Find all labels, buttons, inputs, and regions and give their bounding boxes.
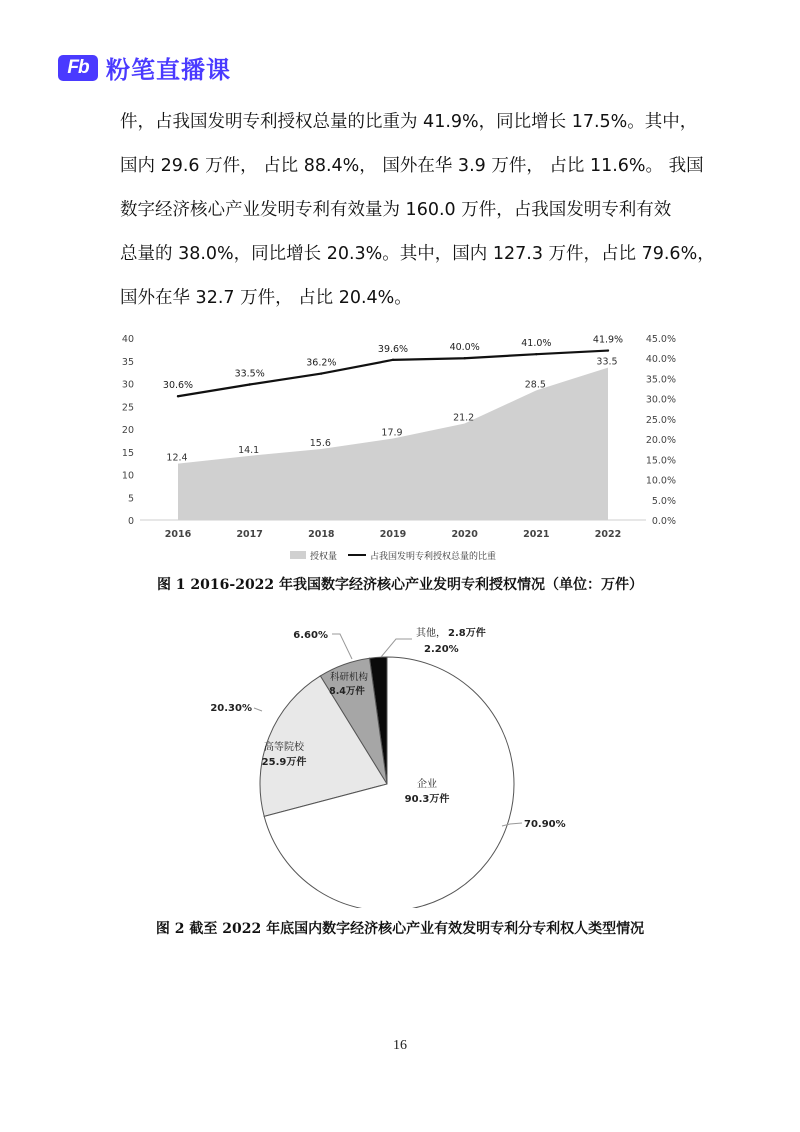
slice-value-label: 90.3万件 bbox=[404, 794, 450, 805]
slice-name-label: 科研机构 bbox=[329, 672, 369, 683]
body-paragraph bbox=[120, 100, 715, 320]
left-axis-tick: 35 bbox=[121, 356, 134, 368]
legend-area-swatch bbox=[290, 551, 306, 559]
left-axis-tick: 0 bbox=[127, 516, 134, 527]
left-axis-tick: 25 bbox=[121, 402, 134, 414]
left-axis-tick: 30 bbox=[121, 379, 134, 391]
area-data-label: 14.1 bbox=[238, 444, 260, 456]
line-point bbox=[177, 395, 179, 397]
left-axis-tick: 15 bbox=[121, 447, 134, 459]
slice-percent-label: 2.20% bbox=[424, 644, 459, 655]
right-axis-tick: 25.0% bbox=[645, 414, 676, 426]
page-number: 16 bbox=[393, 1038, 407, 1053]
x-axis-tick: 2022 bbox=[594, 529, 622, 540]
x-axis-tick: 2017 bbox=[236, 529, 263, 540]
leader-line bbox=[381, 639, 412, 657]
text-line: 件，占我国发明专利授权总量的比重为 41.9%，同比增长 17.5%。其中， bbox=[120, 112, 698, 132]
right-axis-tick: 15.0% bbox=[645, 455, 676, 467]
line-data-label: 36.2% bbox=[306, 357, 337, 369]
area-data-label: 17.9 bbox=[381, 427, 403, 439]
area-data-label: 28.5 bbox=[524, 379, 546, 391]
area-data-label: 12.4 bbox=[166, 452, 188, 464]
line-data-label: 33.5% bbox=[234, 368, 265, 380]
brand-logo bbox=[58, 50, 231, 85]
left-axis-tick: 5 bbox=[127, 493, 134, 505]
right-axis-tick: 45.0% bbox=[645, 334, 676, 345]
patent-holder-pie-chart bbox=[210, 612, 600, 908]
line-point bbox=[607, 349, 609, 351]
line-point bbox=[248, 383, 250, 385]
text-line: 国外在华 32.7 万件， 占比 20.4%。 bbox=[120, 288, 412, 308]
x-axis-tick: 2019 bbox=[379, 529, 407, 540]
area-data-label: 21.2 bbox=[453, 412, 475, 424]
text-line: 数字经济核心产业发明专利有效量为 160.0 万件，占我国发明专利有效 bbox=[120, 200, 672, 220]
slice-percent-label: 20.30% bbox=[210, 703, 252, 714]
slice-value-label: 2.8万件 bbox=[448, 628, 486, 639]
right-axis-tick: 0.0% bbox=[651, 516, 676, 527]
line-data-label: 39.6% bbox=[377, 343, 409, 355]
legend-line-label: 占我国发明专利授权总量的比重 bbox=[370, 552, 497, 562]
slice-name-label: 其他， bbox=[416, 628, 446, 639]
right-axis-tick: 40.0% bbox=[645, 354, 676, 366]
slice-percent-label: 6.60% bbox=[293, 630, 328, 641]
left-axis-tick: 10 bbox=[121, 470, 134, 482]
leader-line bbox=[332, 634, 352, 659]
line-data-label: 40.0% bbox=[449, 342, 480, 354]
line-point bbox=[320, 372, 322, 374]
line-data-label: 41.0% bbox=[521, 338, 552, 350]
line-point bbox=[463, 357, 465, 359]
figure1-caption: 图 1 2016-2022 年我国数字经济核心产业发明专利授权情况（单位：万件） bbox=[156, 577, 644, 593]
x-axis-tick: 2020 bbox=[451, 529, 478, 540]
line-data-label: 41.9% bbox=[592, 334, 624, 346]
patent-grant-chart bbox=[110, 322, 690, 567]
right-axis-tick: 10.0% bbox=[645, 475, 676, 487]
area-data-label: 15.6 bbox=[309, 438, 331, 450]
line-data-label: 30.6% bbox=[162, 380, 194, 392]
slice-value-label: 8.4万件 bbox=[329, 686, 365, 697]
text-line: 总量的 38.0%，同比增长 20.3%。其中，国内 127.3 万件，占比 79.6%， bbox=[120, 244, 715, 264]
x-axis-tick: 2018 bbox=[308, 529, 335, 540]
right-axis-tick: 30.0% bbox=[645, 394, 676, 406]
area-series-granted bbox=[178, 368, 608, 520]
text-line: 国内 29.6 万件， 占比 88.4%， 国外在华 3.9 万件， 占比 11.6%。 我国 bbox=[120, 156, 704, 176]
legend-area-label: 授权量 bbox=[310, 552, 338, 562]
left-axis-tick: 20 bbox=[121, 425, 134, 436]
left-axis-tick: 40 bbox=[121, 334, 134, 345]
brand-name: 粉笔直播课 bbox=[106, 56, 231, 84]
right-axis-tick: 35.0% bbox=[645, 374, 676, 386]
line-point bbox=[535, 353, 537, 355]
x-axis-tick: 2021 bbox=[523, 529, 550, 540]
right-axis-tick: 20.0% bbox=[645, 435, 676, 447]
x-axis-tick: 2016 bbox=[164, 529, 192, 540]
fb-logo-icon: Fb bbox=[58, 55, 98, 81]
slice-name-label: 高等院校 bbox=[264, 742, 304, 753]
line-point bbox=[392, 359, 394, 361]
leader-line bbox=[254, 708, 262, 711]
slice-percent-label: 70.90% bbox=[524, 819, 566, 830]
figure2-caption: 图 2 截至 2022 年底国内数字经济核心产业有效发明专利分专利权人类型情况 bbox=[155, 921, 645, 937]
area-data-label: 33.5 bbox=[596, 356, 618, 368]
right-axis-tick: 5.0% bbox=[651, 495, 676, 507]
slice-value-label: 25.9万件 bbox=[261, 757, 307, 768]
slice-name-label: 企业 bbox=[417, 779, 437, 790]
